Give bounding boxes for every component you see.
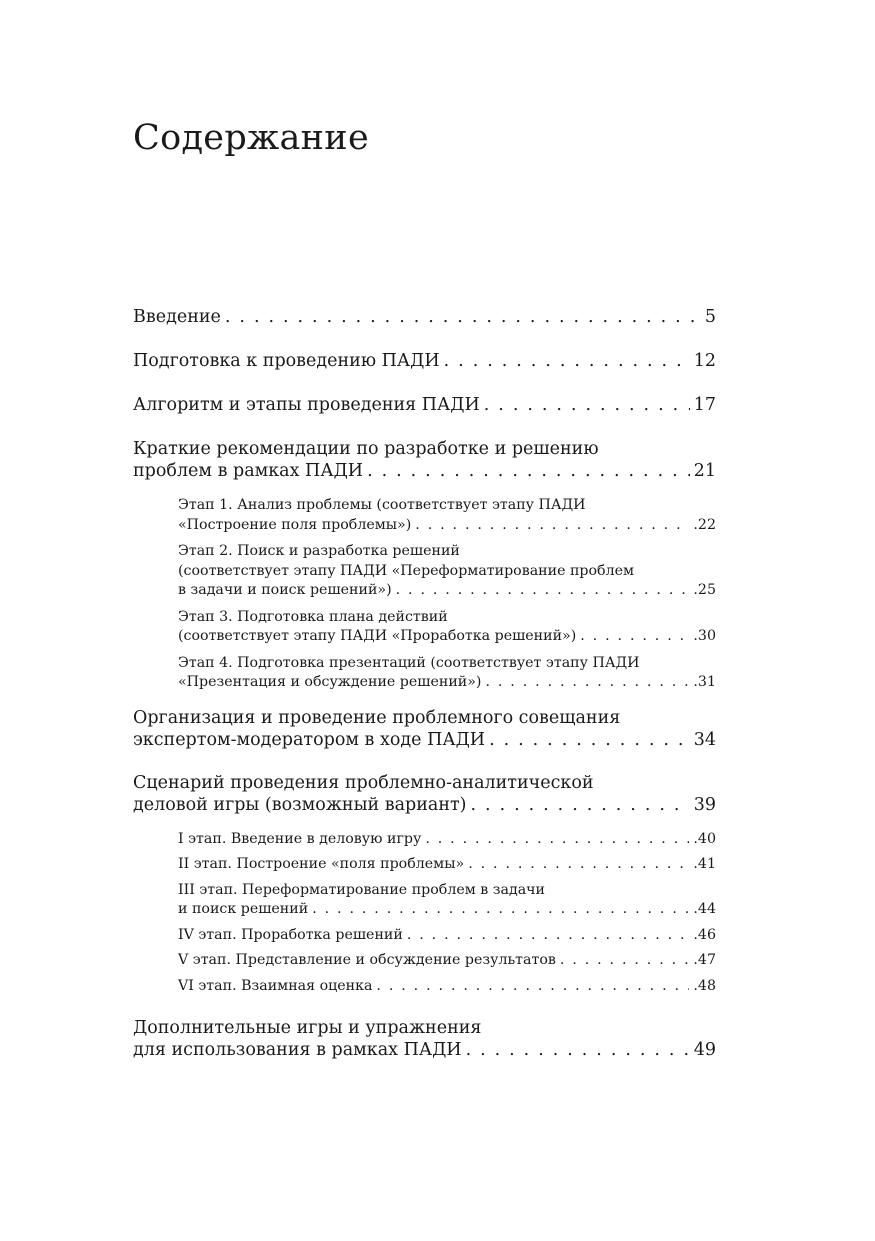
toc-entry-title: деловой игры (возможный вариант) xyxy=(133,794,467,815)
toc-page-number: .30 xyxy=(693,628,716,644)
toc-leader-dots xyxy=(312,900,689,920)
toc-entry-title: (соответствует этапу ПАДИ «Проработка решений») xyxy=(178,628,577,644)
toc-subentry-stage-2[interactable] xyxy=(133,542,716,601)
toc-entry-title-line: Этап 2. Поиск и разработка решений xyxy=(178,543,460,559)
toc-entry-title-line: Этап 4. Подготовка презентаций (соответствует этапу ПАДИ xyxy=(178,654,640,671)
toc-entry-title-line: Дополнительные игры и упражнения xyxy=(133,1018,482,1038)
toc-leader-dots xyxy=(415,516,689,536)
toc-leader-dots xyxy=(484,394,690,416)
toc-leader-dots xyxy=(407,926,690,946)
toc-page-number: .40 xyxy=(693,830,716,847)
toc-leader-dots xyxy=(560,951,690,971)
toc-entry-title: проблем в рамках ПАДИ xyxy=(133,461,364,481)
toc-entry-introduction[interactable] xyxy=(133,306,716,328)
toc-leader-dots xyxy=(489,729,690,751)
toc-entry-title-line: Этап 1. Анализ проблемы (соответствует этапу ПАДИ xyxy=(178,497,586,513)
toc-entry-title-line: Краткие рекомендации по разработке и решению xyxy=(133,439,599,459)
toc-entry-title: V этап. Представление и обсуждение результатов xyxy=(178,952,556,968)
toc-entry-title: Введение xyxy=(133,307,221,327)
toc-page-number: .41 xyxy=(693,856,716,872)
toc-entry-title: VI этап. Взаимная оценка xyxy=(178,977,373,994)
toc-page-number: .44 xyxy=(693,901,716,917)
toc-leader-dots xyxy=(367,460,690,482)
toc-leader-dots xyxy=(468,855,689,875)
toc-entry-title: II этап. Построение «поля проблемы» xyxy=(178,856,465,872)
toc-page-number: .47 xyxy=(693,952,716,968)
toc-page-number: 39 xyxy=(693,794,716,815)
toc-entry-title-line: III этап. Переформатирование проблем в задачи xyxy=(178,881,546,898)
toc-subentry-stage-4[interactable] xyxy=(133,654,716,693)
toc-page-number: 21 xyxy=(693,461,716,481)
table-of-contents xyxy=(133,306,716,1061)
toc-page-number: 12 xyxy=(693,351,716,371)
toc-entry-title-line: Сценарий проведения проблемно-аналитической xyxy=(133,772,594,793)
toc-page-number: .31 xyxy=(693,674,716,690)
toc-subentry-stage-iv[interactable] xyxy=(133,926,716,946)
toc-subentry-stage-1[interactable] xyxy=(133,496,716,535)
toc-entry-additional-games[interactable] xyxy=(133,1017,716,1061)
toc-page-number: .22 xyxy=(693,516,716,533)
toc-subentry-stage-ii[interactable] xyxy=(133,855,716,875)
toc-subentry-stage-vi[interactable] xyxy=(133,977,716,997)
toc-leader-dots xyxy=(471,794,690,816)
toc-entry-title: Алгоритм и этапы проведения ПАДИ xyxy=(133,395,480,415)
toc-entry-title-line: (соответствует этапу ПАДИ «Переформатирование проблем xyxy=(178,562,635,579)
toc-leader-dots xyxy=(425,830,689,850)
toc-page-number: 17 xyxy=(693,395,716,415)
toc-entry-title: I этап. Введение в деловую игру xyxy=(178,830,422,847)
toc-page-number: 49 xyxy=(693,1040,716,1060)
toc-page-number: 5 xyxy=(704,307,716,327)
toc-entry-title: «Презентация и обсуждение решений») xyxy=(178,674,482,690)
toc-leader-dots xyxy=(396,581,690,601)
toc-entry-title: и поиск решений xyxy=(178,901,309,917)
toc-entry-title: экспертом-модератором в ходе ПАДИ xyxy=(133,729,486,750)
toc-subentry-stage-iii[interactable] xyxy=(133,881,716,920)
toc-entry-title: Подготовка к проведению ПАДИ xyxy=(133,351,440,371)
toc-page-number: .25 xyxy=(693,582,716,598)
toc-leader-dots xyxy=(580,627,689,647)
toc-entry-title: IV этап. Проработка решений xyxy=(178,926,403,943)
toc-subentry-stage-i[interactable] xyxy=(133,830,716,850)
toc-entry-title: для использования в рамках ПАДИ xyxy=(133,1040,462,1060)
toc-entry-brief-recommendations[interactable] xyxy=(133,438,716,482)
toc-leader-dots xyxy=(466,1039,690,1061)
toc-entry-algorithm[interactable] xyxy=(133,394,716,416)
toc-page-number: 34 xyxy=(693,729,716,750)
toc-leader-dots xyxy=(225,306,701,328)
toc-leader-dots xyxy=(444,350,690,372)
page-title: Содержание xyxy=(133,118,369,158)
toc-leader-dots xyxy=(485,673,689,693)
toc-page-number: .48 xyxy=(693,977,716,994)
toc-entry-title: «Построение поля проблемы») xyxy=(178,516,412,533)
toc-page-number: .46 xyxy=(693,926,716,943)
toc-entry-title: в задачи и поиск решений») xyxy=(178,582,392,598)
toc-entry-preparation[interactable] xyxy=(133,350,716,372)
toc-subentry-stage-v[interactable] xyxy=(133,951,716,971)
toc-entry-title-line: Организация и проведение проблемного совещания xyxy=(133,707,621,728)
toc-entry-organization[interactable] xyxy=(133,707,716,751)
toc-leader-dots xyxy=(376,977,689,997)
toc-subentry-stage-3[interactable] xyxy=(133,608,716,647)
toc-entry-title-line: Этап 3. Подготовка плана действий xyxy=(178,608,448,625)
toc-entry-scenario[interactable] xyxy=(133,772,716,816)
